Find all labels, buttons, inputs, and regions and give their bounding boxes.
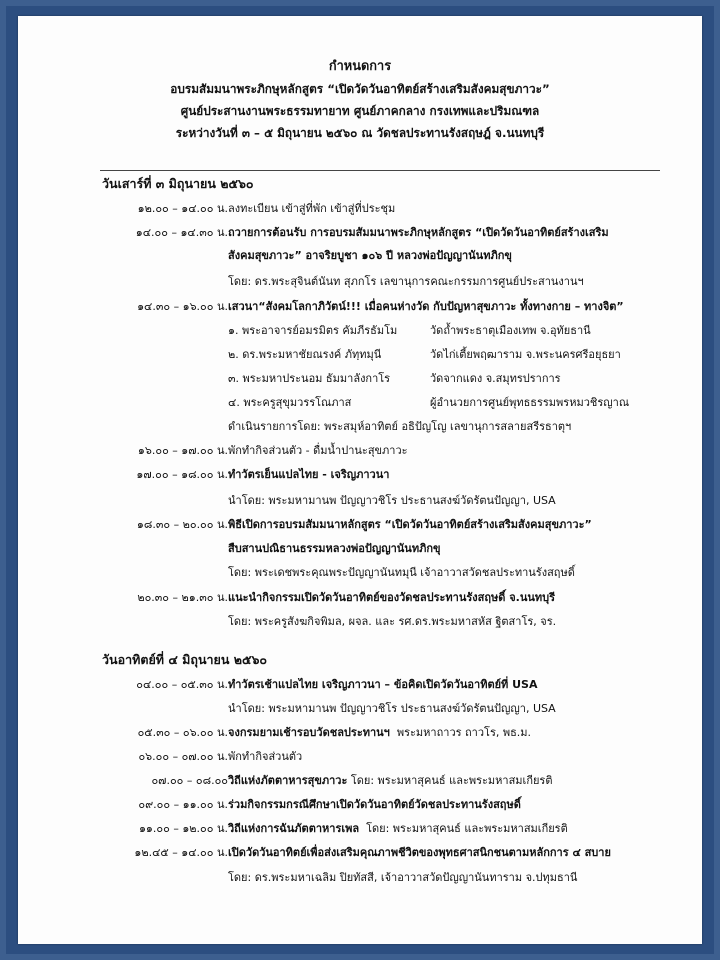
session-text: พักทำกิจส่วนตัว: [228, 750, 303, 763]
session-text: สังคมสุขภาวะ” อาจริยบูชา ๑๐๖ ปี หลวงพ่อปัญญานันทภิกขุ: [228, 249, 512, 262]
session-line: [228, 771, 552, 789]
session-line: [228, 723, 531, 741]
session-text: พักทำกิจส่วนตัว - ดื่มน้ำปานะสุขภาวะ: [228, 444, 408, 457]
session-speaker: โดย: พระเดชพระคุณพระปัญญานันทมุนี เจ้าอาวาสวัดชลประทานรังสฤษดิ์: [228, 566, 575, 579]
panelist-temple: ผู้อำนวยการศูนย์พุทธธรรมพรหมวชิรญาณ: [430, 396, 630, 409]
session-speaker: พระมหาถาวร ถาวโร, พธ.ม.: [396, 726, 532, 739]
session-time: ๐๖.๐๐ – ๐๗.๐๐ น.: [138, 750, 228, 763]
document-title: กำหนดการ: [328, 59, 392, 74]
session-text: ทำวัตรเช้าแปลไทย เจริญภาวนา – ข้อคิดเปิดวัดวันอาทิตย์ที่ USA: [228, 678, 538, 691]
session-time: ๐๕.๓๐ – ๐๖.๐๐ น.: [137, 726, 228, 739]
session-text: พิธีเปิดการอบรมสัมมนาหลักสูตร “เปิดวัดวันอาทิตย์สร้างเสริมสังคมสุขภาวะ”: [228, 518, 592, 531]
session-text: วิถีแห่งภัตตาหารสุขภาวะ: [228, 774, 348, 787]
session-time: ๑๒.๔๕ – ๑๔.๐๐ น.: [134, 846, 228, 859]
session-time: ๑๘.๓๐ – ๒๐.๐๐ น.: [136, 518, 228, 531]
day-heading: วันอาทิตย์ที่ ๔ มิถุนายน ๒๕๖๐: [102, 652, 268, 667]
panelist-name: ๒. ดร.พระมหาชัยณรงค์ ภัทฺทมุนี: [228, 348, 382, 361]
session-text: ถวายการต้อนรับ การอบรมสัมมนาพระภิกษุหลักสูตร “เปิดวัดวันอาทิตย์สร้างเสริม: [228, 226, 609, 239]
session-time: ๑๑.๐๐ – ๑๒.๐๐ น.: [138, 822, 228, 835]
session-time: ๑๔.๐๐ – ๑๔.๓๐ น.: [135, 226, 228, 239]
session-moderator: ดำเนินรายการโดย: พระสมุห์อาทิตย์ อธิปัญโญ เลขานุการสลายสรีรธาตุฯ: [228, 420, 572, 433]
header-line-course: อบรมสัมมนาพระภิกษุหลักสูตร “เปิดวัดวันอาทิตย์สร้างเสริมสังคมสุขภาวะ”: [170, 82, 550, 96]
session-line: [228, 819, 568, 837]
document-header: [18, 56, 702, 144]
session-time: ๐๙.๐๐ – ๑๑.๐๐ น.: [138, 798, 228, 811]
session-text: เปิดวัดวันอาทิตย์เพื่อส่งเสริมคุณภาพชีวิตของพุทธศาสนิกชนตามหลักการ ๔ สบาย: [228, 846, 611, 859]
panelist-temple: วัดไก่เตี้ยพฤฒาราม จ.พระนครศรีอยุธยา: [430, 348, 621, 361]
session-speaker: โดย: พระมหาสุคนธ์ และพระมหาสมเกียรติ: [366, 822, 568, 835]
session-speaker: นำโดย: พระมหามานพ ปัญญาวชิโร ประธานสงฆ์วัดรัตนปัญญา, USA: [228, 702, 556, 715]
session-text: สืบสานปณิธานธรรมหลวงพ่อปัญญานันทภิกขุ: [228, 542, 441, 555]
session-speaker: โดย: พระมหาสุคนธ์ และพระมหาสมเกียรติ: [350, 774, 553, 787]
panelist-temple: วัดถ้ำพระธาตุเมืองเทพ จ.อุทัยธานี: [430, 324, 591, 337]
session-text: ร่วมกิจกรรมกรณีศึกษาเปิดวัดวันอาทิตย์วัดชลประทานรังสฤษดิ์: [228, 798, 521, 811]
panelist-name: ๔. พระครูสุขุมวรรโณภาส: [228, 396, 352, 409]
session-text: ทำวัตรเย็นแปลไทย - เจริญภาวนา: [228, 468, 390, 481]
session-time: ๑๒.๐๐ – ๑๔.๐๐ น.: [137, 202, 228, 215]
panelist-temple: วัดจากแดง จ.สมุทรปราการ: [430, 372, 561, 385]
session-speaker: โดย: ดร.พระมหาเฉลิม ปิยทัสสี, เจ้าอาวาสวัดปัญญานันทาราม จ.ปทุมธานี: [228, 871, 578, 884]
panelist-name: ๑. พระอาจารย์อมรมิตร คัมภีรธัมโม: [228, 324, 398, 337]
session-time: ๑๖.๐๐ – ๑๗.๐๐ น.: [137, 444, 228, 457]
session-text: วิถีแห่งการฉันภัตตาหารเพล: [228, 822, 360, 835]
session-speaker: นำโดย: พระมหามานพ ปัญญาวชิโร ประธานสงฆ์วัดรัตนปัญญา, USA: [228, 494, 556, 507]
session-time: ๑๗.๐๐ – ๑๘.๐๐ น.: [136, 468, 228, 481]
session-text: เสวนา“สังคมโลกาภิวัตน์!!! เมื่อคนห่างวัด กับปัญหาสุขภาวะ ทั้งทางกาย – ทางจิต”: [228, 300, 624, 313]
session-text: จงกรมยามเช้ารอบวัดชลประทานฯ: [228, 726, 390, 739]
session-time: ๐๔.๐๐ – ๐๕.๓๐ น.: [136, 678, 228, 691]
panelist-name: ๓. พระมหาประนอม ธัมมาลังกาโร: [228, 372, 391, 385]
header-line-organizer: ศูนย์ประสานงานพระธรรมทายาท ศูนย์ภาคกลาง กรงเทพและปริมณฑล: [180, 104, 540, 118]
schedule-document: [18, 16, 702, 944]
session-text: ลงทะเบียน เข้าสู่ที่พัก เข้าสู่ที่ประชุม: [228, 202, 396, 215]
session-time: ๑๔.๓๐ – ๑๖.๐๐ น.: [137, 300, 228, 313]
session-speaker: โดย: พระครูสังฆกิจพิมล, ผจล. และ รศ.ดร.พระมหาสหัส ฐิตสาโร, จร.: [228, 615, 557, 628]
session-time: ๒๐.๓๐ – ๒๑.๓๐ น.: [137, 591, 228, 604]
session-time: ๐๗.๐๐ – ๐๘.๐๐: [151, 774, 228, 787]
session-speaker: โดย: ดร.พระสุจินต์นันท สุภกโร เลขานุการคณะกรรมการศูนย์ประสานงานฯ: [228, 275, 584, 288]
day-heading: วันเสาร์ที่ ๓ มิถุนายน ๒๕๖๐: [102, 176, 254, 191]
session-text: แนะนำกิจกรรมเปิดวัดวันอาทิตย์ของวัดชลประทานรังสฤษดิ์ จ.นนทบุรี: [228, 591, 556, 604]
header-line-date-venue: ระหว่างวันที่ ๓ – ๕ มิถุนายน ๒๕๖๐ ณ วัดชลประทานรังสฤษฎ์ จ.นนทบุรี: [175, 126, 545, 140]
header-divider: [100, 170, 660, 171]
